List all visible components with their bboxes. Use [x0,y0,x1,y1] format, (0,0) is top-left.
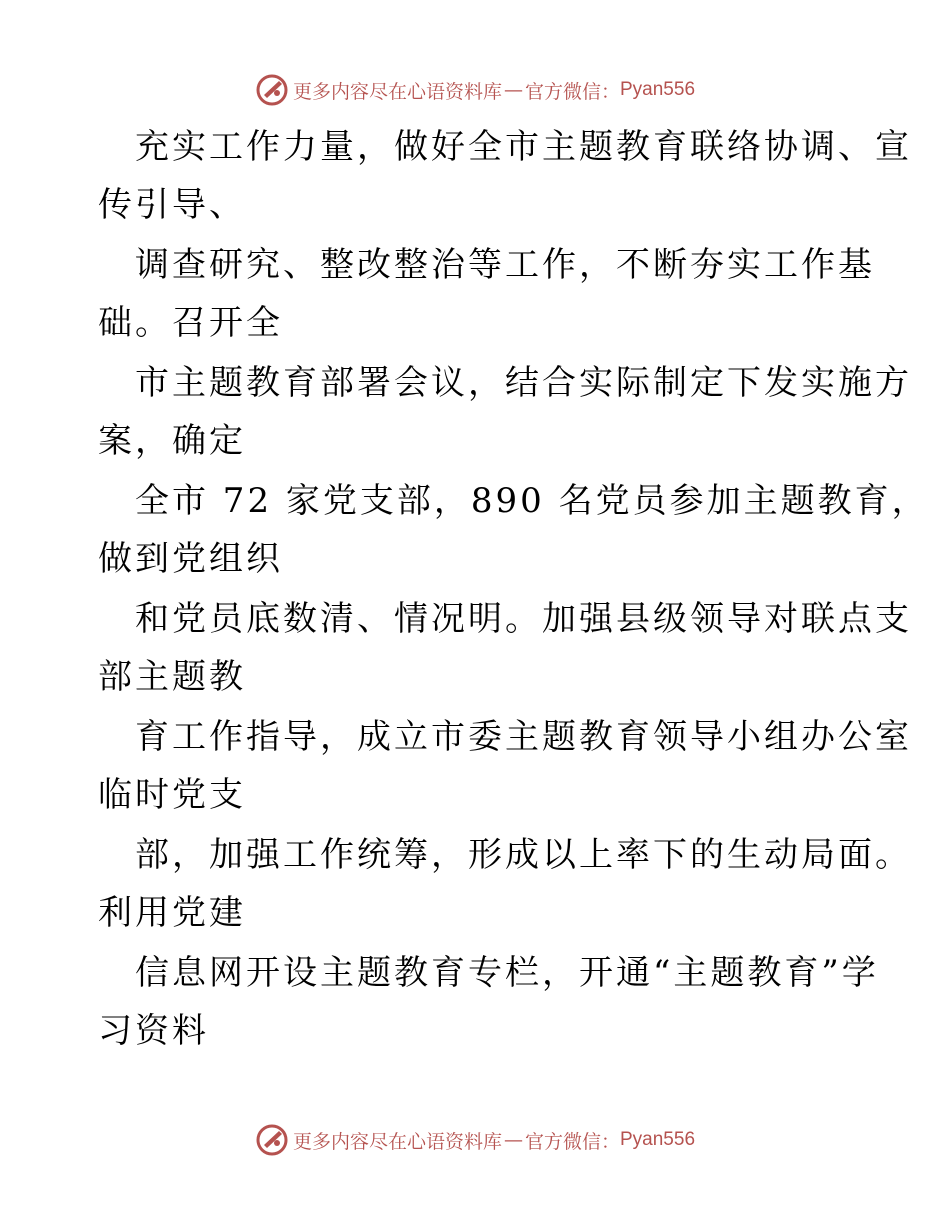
paragraph-5 [98,590,912,706]
line: 做到党组织 [98,539,283,579]
line: 传引导、 [98,185,246,225]
line: 充实工作力量，做好全市主题教育联络协调、宣 [135,127,912,167]
line: 部，加强工作统筹，形成以上率下的生动局面。 [135,835,912,875]
header-wechat-id: Pyan556 [620,79,696,100]
header-wechat-label: 官方微信： [524,80,620,103]
document-body [98,118,929,1060]
paragraph-7 [98,826,912,942]
logo-icon [255,73,289,107]
paragraph-8 [98,944,879,1060]
paragraph-3 [98,354,912,470]
line: 调查研究、整改整治等工作，不断夯实工作基 [135,245,875,285]
footer-wechat-label: 官方微信： [524,1130,620,1153]
paragraph-1 [98,118,912,234]
line: 和党员底数清、情况明。加强县级领导对联点支 [135,599,912,639]
paragraph-6 [98,708,912,824]
line: 部主题教 [98,657,246,697]
footer-dash: — [503,1129,523,1151]
footer-banner [0,1120,950,1160]
footer-brand: 更多内容尽在心语资料库 [292,1130,502,1153]
header-banner [0,70,950,110]
line: 础。召开全 [98,303,283,343]
line: 育工作指导，成立市委主题教育领导小组办公室 [135,717,912,757]
header-dash: — [503,79,523,101]
line: 习资料 [98,1011,209,1051]
line: 案，确定 [98,421,246,461]
paragraph-4 [98,472,929,588]
line: 市主题教育部署会议，结合实际制定下发实施方 [135,363,912,403]
line: 利用党建 [98,893,246,933]
paragraph-2 [98,236,875,352]
header-brand: 更多内容尽在心语资料库 [292,80,502,103]
line: 信息网开设主题教育专栏，开通“主题教育”学 [135,953,879,993]
footer-wechat-id: Pyan556 [620,1129,696,1150]
logo-icon [255,1123,289,1157]
line: 全市 72 家党支部，890 名党员参加主题教育， [135,481,929,521]
line: 临时党支 [98,775,246,815]
